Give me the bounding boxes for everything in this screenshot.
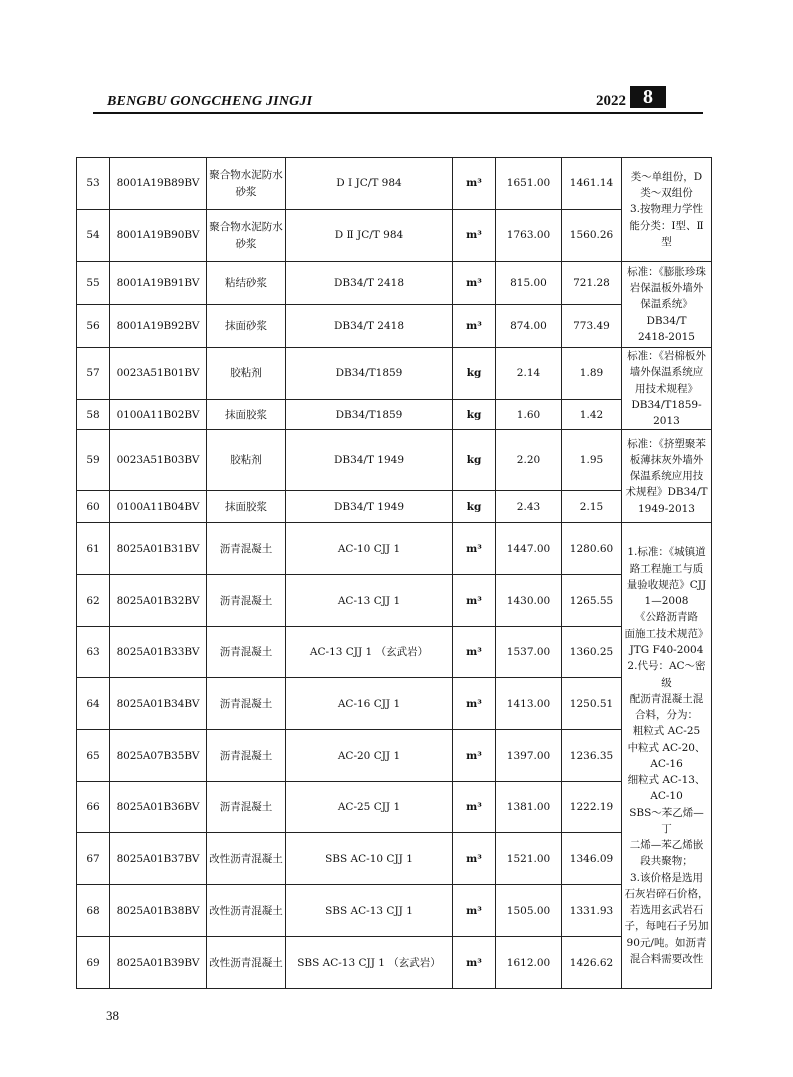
remark-line: 段共聚物；: [640, 855, 693, 868]
row-number: 66: [77, 782, 110, 833]
remark-line: 术规程》DB34/T: [625, 486, 708, 499]
price-without-tax: 1280.60: [562, 523, 622, 575]
material-spec: AC-13 CJJ 1 （玄武岩）: [286, 627, 453, 678]
material-name: 抹面砂浆: [207, 305, 286, 348]
remark-line: 2418-2015: [638, 330, 695, 343]
unit: m³: [453, 262, 496, 305]
material-spec: D Ⅱ JC/T 984: [286, 210, 453, 262]
material-name: 改性沥青混凝土: [207, 833, 286, 885]
row-number: 68: [77, 885, 110, 937]
price-without-tax: 773.49: [562, 305, 622, 348]
unit: m³: [453, 627, 496, 678]
price-with-tax: 2.14: [496, 348, 562, 400]
remark-line: 保温系统》DB34/T: [640, 298, 693, 327]
remark-line: 岩保温板外墙外: [629, 282, 704, 295]
remark-line: 3.按物理力学性: [629, 203, 704, 216]
price-without-tax: 1.42: [562, 399, 622, 429]
material-name: 聚合物水泥防水砂浆: [207, 158, 286, 210]
remark-line: 型: [661, 235, 672, 248]
row-number: 57: [77, 348, 110, 400]
remark-line: 标准：《膨胀珍珠: [627, 265, 706, 278]
material-code: 8025A01B34BV: [110, 678, 207, 730]
unit: kg: [453, 491, 496, 523]
unit: m³: [453, 833, 496, 885]
row-number: 63: [77, 627, 110, 678]
material-spec: AC-20 CJJ 1: [286, 730, 453, 782]
unit: m³: [453, 937, 496, 989]
table-row: [77, 730, 712, 782]
issue-year: 2022: [596, 93, 626, 109]
remark-line: 3.该价格是选用: [629, 871, 704, 884]
remark-line: 中粒式 AC-20、: [627, 741, 706, 754]
table-row: [77, 262, 712, 305]
price-without-tax: 1346.09: [562, 833, 622, 885]
remark-line: 墙外保温系统应: [629, 366, 704, 379]
unit: m³: [453, 158, 496, 210]
remark-line: DB34/T1859-2013: [631, 398, 702, 428]
price-without-tax: 1265.55: [562, 575, 622, 627]
material-spec: AC-10 CJJ 1: [286, 523, 453, 575]
material-code: 8001A19B92BV: [110, 305, 207, 348]
price-with-tax: 1505.00: [496, 885, 562, 937]
remark-line: 面施工技术规范》: [624, 627, 709, 640]
price-without-tax: 1.95: [562, 430, 622, 491]
row-number: 62: [77, 575, 110, 627]
material-code: 8025A07B35BV: [110, 730, 207, 782]
table-row: [77, 491, 712, 523]
material-spec: AC-25 CJJ 1: [286, 782, 453, 833]
material-spec: DB34/T 2418: [286, 262, 453, 305]
remark-line: AC-16: [650, 757, 683, 770]
remark-cell: [622, 430, 712, 523]
row-number: 54: [77, 210, 110, 262]
price-with-tax: 2.20: [496, 430, 562, 491]
material-name: 改性沥青混凝土: [207, 937, 286, 989]
material-name: 改性沥青混凝土: [207, 885, 286, 937]
price-with-tax: 1537.00: [496, 627, 562, 678]
row-number: 60: [77, 491, 110, 523]
remark-line: 子，每吨石子另加: [624, 920, 709, 933]
remark-line: 类～双组份: [640, 187, 693, 200]
row-number: 65: [77, 730, 110, 782]
table-row: [77, 782, 712, 833]
unit: m³: [453, 305, 496, 348]
unit: m³: [453, 678, 496, 730]
material-code: 8025A01B31BV: [110, 523, 207, 575]
price-without-tax: 721.28: [562, 262, 622, 305]
unit: m³: [453, 523, 496, 575]
price-without-tax: 1.89: [562, 348, 622, 400]
material-spec: DB34/T1859: [286, 348, 453, 400]
material-code: 0023A51B01BV: [110, 348, 207, 400]
price-table: [76, 157, 712, 989]
remark-cell: [622, 262, 712, 348]
remark-line: 1.标准：《城镇道: [627, 546, 706, 559]
price-with-tax: 1430.00: [496, 575, 562, 627]
row-number: 53: [77, 158, 110, 210]
page-number: 38: [106, 1008, 119, 1023]
material-name: 沥青混凝土: [207, 575, 286, 627]
price-with-tax: 1651.00: [496, 158, 562, 210]
material-spec: AC-13 CJJ 1: [286, 575, 453, 627]
remark-line: 配沥青混凝土混: [629, 692, 704, 705]
row-number: 58: [77, 399, 110, 429]
remark-cell: [622, 158, 712, 262]
remark-line: 细粒式 AC-13、: [627, 774, 706, 787]
remark-line: 90元/吨。如沥青: [626, 936, 707, 949]
material-code: 8025A01B32BV: [110, 575, 207, 627]
material-code: 0100A11B02BV: [110, 399, 207, 429]
remark-line: 1949-2013: [638, 502, 695, 515]
remark-line: 能分类：Ⅰ型、Ⅱ: [629, 219, 704, 232]
material-name: 沥青混凝土: [207, 523, 286, 575]
table-row: [77, 210, 712, 262]
row-number: 67: [77, 833, 110, 885]
unit: kg: [453, 430, 496, 491]
header-rule: [93, 112, 703, 114]
unit: kg: [453, 348, 496, 400]
price-without-tax: 1222.19: [562, 782, 622, 833]
table-row: [77, 833, 712, 885]
material-spec: SBS AC-10 CJJ 1: [286, 833, 453, 885]
material-name: 沥青混凝土: [207, 678, 286, 730]
price-with-tax: 1397.00: [496, 730, 562, 782]
remark-cell: [622, 523, 712, 989]
price-without-tax: 1461.14: [562, 158, 622, 210]
journal-name: BENGBU GONGCHENG JINGJI: [107, 94, 313, 109]
row-number: 69: [77, 937, 110, 989]
price-with-tax: 2.43: [496, 491, 562, 523]
material-code: 8025A01B39BV: [110, 937, 207, 989]
price-without-tax: 1250.51: [562, 678, 622, 730]
price-with-tax: 1612.00: [496, 937, 562, 989]
remark-line: 1—2008: [644, 595, 689, 608]
material-spec: DB34/T 1949: [286, 491, 453, 523]
remark-line: 二烯—苯乙烯嵌: [629, 839, 704, 852]
material-code: 8025A01B37BV: [110, 833, 207, 885]
remark-line: 混合料需要改性: [629, 953, 704, 966]
material-code: 8025A01B33BV: [110, 627, 207, 678]
row-number: 61: [77, 523, 110, 575]
material-code: 0100A11B04BV: [110, 491, 207, 523]
material-code: 0023A51B03BV: [110, 430, 207, 491]
remark-line: 合料，分为：: [635, 709, 698, 722]
material-name: 抹面胶浆: [207, 399, 286, 429]
table-row: [77, 430, 712, 491]
material-code: 8001A19B89BV: [110, 158, 207, 210]
material-name: 沥青混凝土: [207, 627, 286, 678]
material-spec: SBS AC-13 CJJ 1 （玄武岩）: [286, 937, 453, 989]
remark-line: 类～单组份，D: [630, 170, 703, 183]
table-row: [77, 937, 712, 989]
material-spec: DB34/T 2418: [286, 305, 453, 348]
price-with-tax: 1413.00: [496, 678, 562, 730]
material-name: 抹面胶浆: [207, 491, 286, 523]
table-row: [77, 348, 712, 400]
price-without-tax: 1426.62: [562, 937, 622, 989]
material-name: 胶粘剂: [207, 348, 286, 400]
material-code: 8025A01B38BV: [110, 885, 207, 937]
row-number: 64: [77, 678, 110, 730]
unit: m³: [453, 885, 496, 937]
table-row: [77, 399, 712, 429]
table-row: [77, 678, 712, 730]
row-number: 59: [77, 430, 110, 491]
unit: kg: [453, 399, 496, 429]
table-row: [77, 627, 712, 678]
unit: m³: [453, 730, 496, 782]
table-row: [77, 305, 712, 348]
price-without-tax: 1331.93: [562, 885, 622, 937]
table-row: [77, 158, 712, 210]
row-number: 55: [77, 262, 110, 305]
material-code: 8001A19B90BV: [110, 210, 207, 262]
remark-line: 路工程施工与质: [629, 562, 704, 575]
price-without-tax: 2.15: [562, 491, 622, 523]
material-spec: D Ⅰ JC/T 984: [286, 158, 453, 210]
remark-line: 量验收规范》CJJ: [626, 578, 707, 591]
remark-line: SBS～苯乙烯—丁: [629, 806, 704, 835]
unit: m³: [453, 575, 496, 627]
table-row: [77, 885, 712, 937]
price-without-tax: 1360.25: [562, 627, 622, 678]
material-spec: AC-16 CJJ 1: [286, 678, 453, 730]
unit: m³: [453, 210, 496, 262]
price-with-tax: 1521.00: [496, 833, 562, 885]
row-number: 56: [77, 305, 110, 348]
material-name: 胶粘剂: [207, 430, 286, 491]
price-with-tax: 815.00: [496, 262, 562, 305]
table-row: [77, 575, 712, 627]
remark-line: 保温系统应用技: [629, 470, 704, 483]
table-row: [77, 523, 712, 575]
material-spec: DB34/T1859: [286, 399, 453, 429]
price-with-tax: 1381.00: [496, 782, 562, 833]
remark-line: 石灰岩碎石价格，: [624, 887, 709, 900]
material-spec: DB34/T 1949: [286, 430, 453, 491]
remark-line: JTG F40-2004: [629, 643, 704, 656]
material-code: 8001A19B91BV: [110, 262, 207, 305]
remark-line: 标准：《挤塑聚苯: [627, 437, 706, 450]
price-with-tax: 1447.00: [496, 523, 562, 575]
issue-number: 8: [630, 86, 666, 108]
remark-line: 用技术规程》: [635, 382, 698, 395]
remark-line: 若选用玄武岩石: [629, 904, 704, 917]
remark-line: 标准：《岩棉板外: [627, 350, 706, 362]
price-with-tax: 874.00: [496, 305, 562, 348]
remark-line: 《公路沥青路: [635, 611, 698, 624]
price-without-tax: 1560.26: [562, 210, 622, 262]
material-name: 沥青混凝土: [207, 730, 286, 782]
price-with-tax: 1763.00: [496, 210, 562, 262]
remark-line: 板薄抹灰外墙外: [629, 453, 704, 466]
material-name: 沥青混凝土: [207, 782, 286, 833]
material-spec: SBS AC-13 CJJ 1: [286, 885, 453, 937]
remark-line: 粗粒式 AC-25: [632, 725, 701, 738]
material-name: 聚合物水泥防水砂浆: [207, 210, 286, 262]
price-without-tax: 1236.35: [562, 730, 622, 782]
material-code: 8025A01B36BV: [110, 782, 207, 833]
unit: m³: [453, 782, 496, 833]
price-with-tax: 1.60: [496, 399, 562, 429]
remark-line: 2.代号：AC～密级: [627, 660, 706, 689]
remark-line: AC-10: [650, 790, 683, 803]
remark-cell: [622, 348, 712, 430]
material-name: 粘结砂浆: [207, 262, 286, 305]
